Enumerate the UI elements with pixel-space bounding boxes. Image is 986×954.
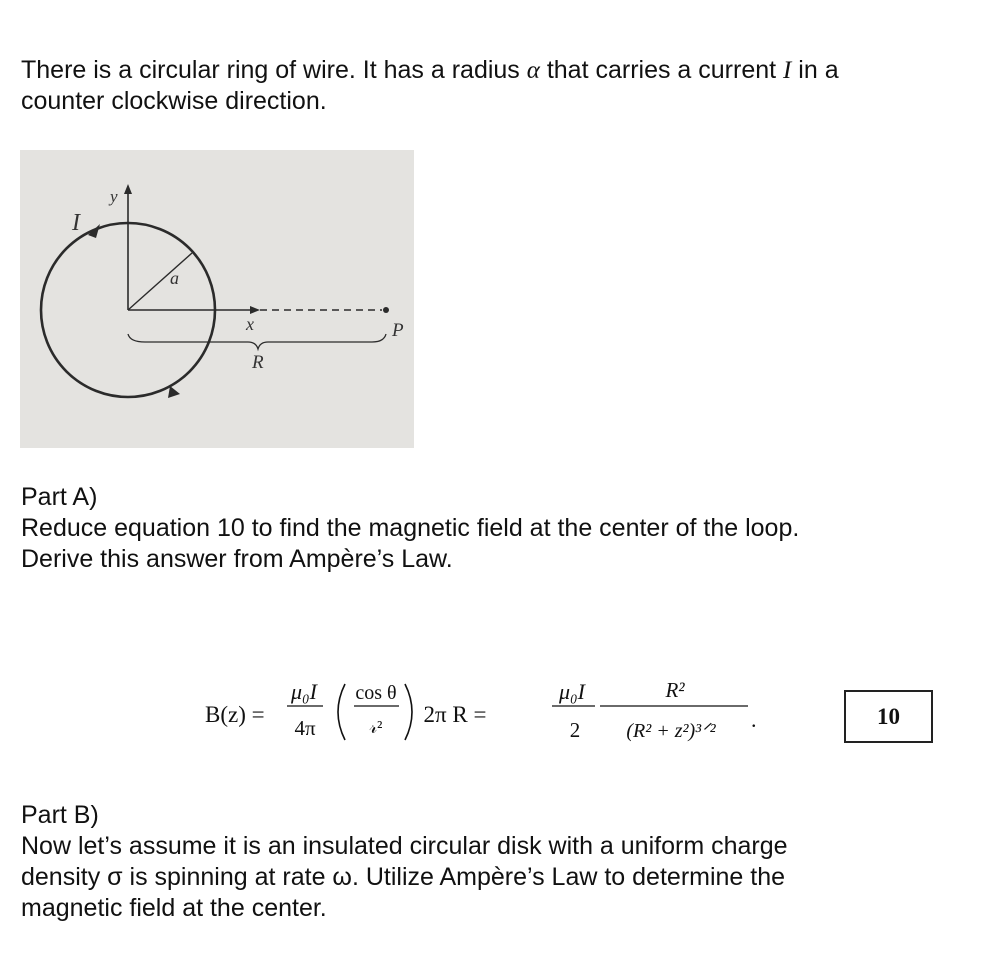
distance-brace bbox=[128, 334, 386, 349]
eq-frac1-num: μ₀I bbox=[290, 679, 318, 704]
part-b-heading: Part B) bbox=[21, 801, 99, 829]
radius-line bbox=[128, 253, 192, 310]
eq-frac2-den: 2 bbox=[569, 718, 581, 742]
y-axis-arrow-icon bbox=[124, 184, 132, 194]
label-point: P bbox=[392, 320, 404, 341]
equation-10 bbox=[205, 672, 765, 752]
eq-frac3-den: (R² + z²)³ᐟ² bbox=[626, 720, 716, 742]
eq-frac1-den: 4π bbox=[294, 716, 316, 740]
current-symbol: I bbox=[783, 57, 792, 84]
current-arrow-bottom-icon bbox=[168, 386, 180, 398]
intro-line-2: counter clockwise direction. bbox=[21, 87, 327, 115]
part-b-line-3: magnetic field at the center. bbox=[21, 894, 327, 922]
intro-text-2: that carries a current bbox=[539, 56, 784, 84]
equation-number: 10 bbox=[877, 703, 900, 729]
part-a-line-2: Derive this answer from Ampère’s Law. bbox=[21, 545, 453, 573]
intro-text-1: There is a circular ring of wire. It has a radius bbox=[21, 56, 527, 84]
part-a bbox=[21, 482, 961, 575]
x-axis-arrow-icon bbox=[250, 306, 260, 314]
label-radius: a bbox=[170, 268, 179, 288]
radius-symbol: α bbox=[526, 57, 540, 84]
eq-frac3-num: R² bbox=[665, 678, 685, 702]
part-b bbox=[21, 800, 961, 924]
eq-frac2-num: μ₀I bbox=[558, 679, 586, 704]
label-y: y bbox=[110, 187, 118, 206]
point-p bbox=[383, 307, 389, 313]
label-current: I bbox=[72, 210, 80, 236]
part-b-line-2: density σ is spinning at rate ω. Utilize Ampère’s Law to determine the bbox=[21, 863, 786, 891]
part-a-line-1: Reduce equation 10 to find the magnetic field at the center of the loop. bbox=[21, 514, 800, 542]
intro-paragraph bbox=[21, 55, 966, 117]
intro-text-3: in a bbox=[791, 56, 839, 84]
eq-paren-left bbox=[338, 684, 345, 740]
eq-paren-num: cos θ bbox=[355, 682, 397, 704]
eq-trailing: . bbox=[751, 707, 757, 732]
eq-lhs: B(z) = bbox=[205, 702, 265, 727]
eq-paren-den: 𝓇² bbox=[369, 717, 383, 737]
label-x: x bbox=[246, 314, 254, 334]
ring-diagram bbox=[20, 150, 414, 448]
eq-paren-right bbox=[405, 684, 412, 740]
label-distance: R bbox=[252, 352, 264, 373]
equation-number-box bbox=[844, 690, 933, 743]
eq-mid: 2π R = bbox=[423, 702, 487, 727]
part-b-line-1: Now let’s assume it is an insulated circular disk with a uniform charge bbox=[21, 832, 788, 860]
part-a-heading: Part A) bbox=[21, 483, 98, 511]
